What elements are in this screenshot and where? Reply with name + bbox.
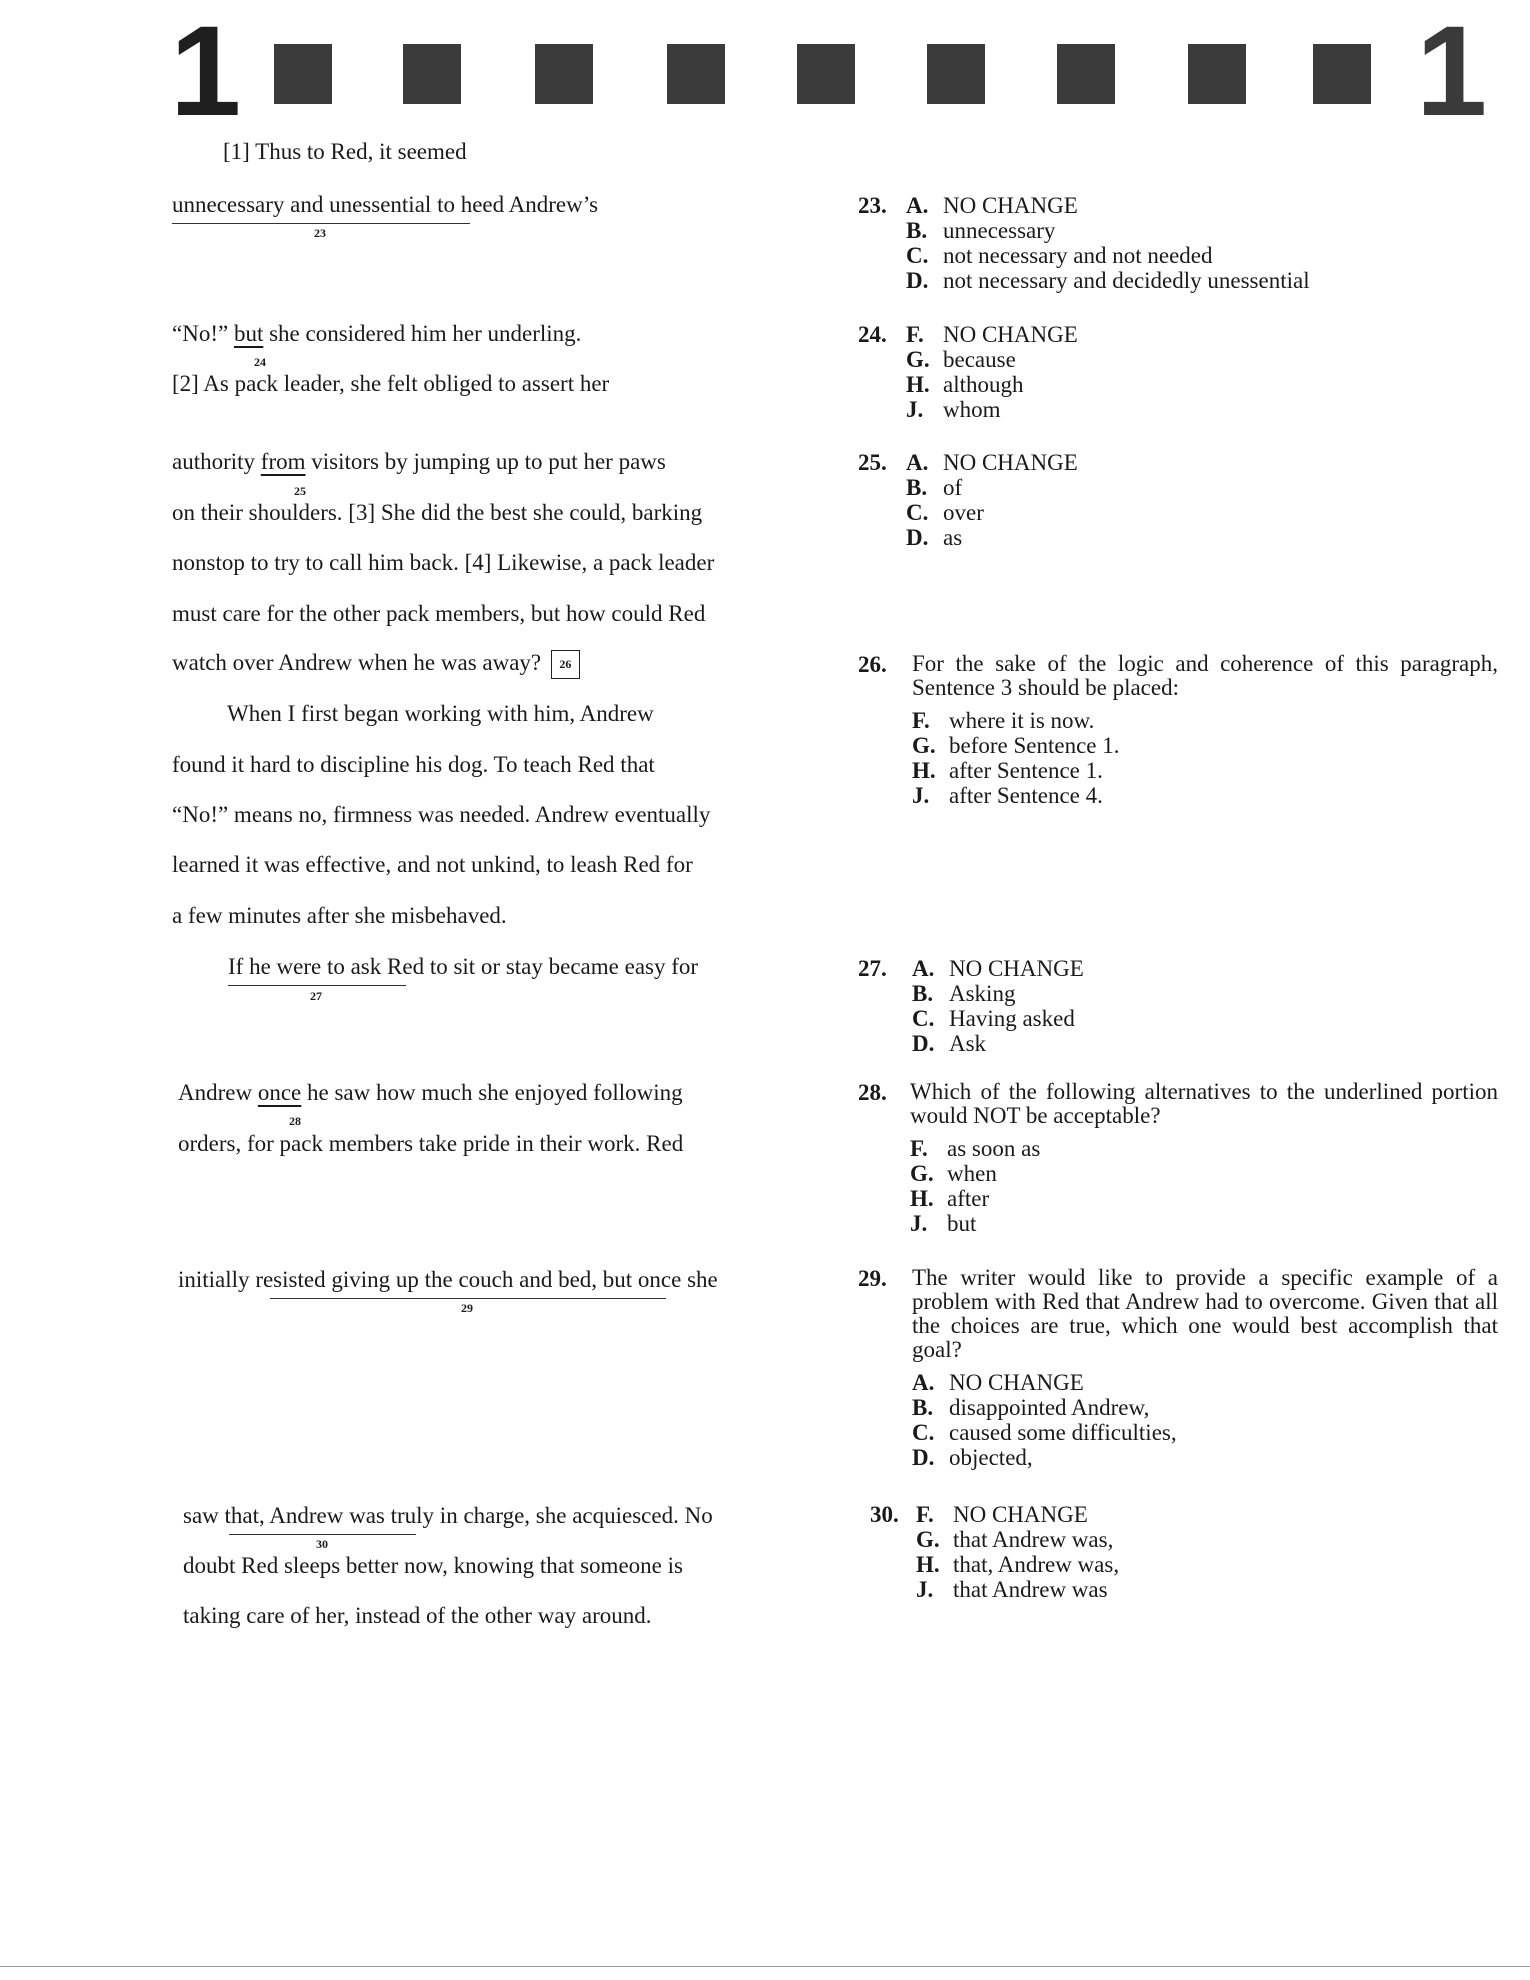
header-bar xyxy=(1057,44,1115,104)
underlined-portion-23: unnecessary and unessential xyxy=(172,192,432,217)
passage-line: found it hard to discipline his dog. To teach Red that xyxy=(172,752,655,777)
answer-option[interactable]: J. whom xyxy=(906,397,1001,422)
passage-text: to heed Andrew’s xyxy=(437,192,599,217)
passage-line: When I first began working with him, Andrew xyxy=(227,701,654,726)
section-number-left: 1 xyxy=(170,0,238,143)
question-number: 29. xyxy=(858,1266,887,1291)
page-bottom-rule xyxy=(0,1966,1530,1967)
question-stem: The writer would like to provide a specific example of a problem with Red that Andrew had to overcome. Given that all the choices are true, which one would best accomplish that goal? xyxy=(912,1265,1498,1362)
answer-option[interactable]: B. of xyxy=(906,475,963,500)
passage-line: taking care of her, instead of the other way around. xyxy=(183,1603,652,1628)
header-bar xyxy=(535,44,593,104)
passage-line: [2] As pack leader, she felt obliged to assert her xyxy=(172,371,610,396)
passage-text: visitors by jumping up to put her paws xyxy=(311,449,666,474)
question-number: 25. xyxy=(858,450,887,475)
question-marker-23: 23 xyxy=(314,226,326,240)
answer-option[interactable]: G. when xyxy=(910,1161,997,1186)
passage-line: doubt Red sleeps better now, knowing that someone is xyxy=(183,1553,683,1578)
question-stem: For the sake of the logic and coherence of this paragraph, Sentence 3 should be placed: xyxy=(912,651,1498,700)
answer-option[interactable]: A. NO CHANGE xyxy=(912,956,1084,981)
question-number: 24. xyxy=(858,322,887,347)
passage-text: she considered him her underling. xyxy=(269,321,582,346)
answer-option[interactable]: H. that, Andrew was, xyxy=(916,1552,1120,1577)
underline-30 xyxy=(229,1534,416,1535)
passage-line xyxy=(178,1079,683,1107)
question-30 xyxy=(858,1502,1498,1602)
passage-text: watch over Andrew when he was away? xyxy=(172,650,542,675)
question-number: 30. xyxy=(870,1502,899,1527)
question-number: 27. xyxy=(858,956,887,981)
answer-option[interactable]: D. objected, xyxy=(912,1445,1033,1470)
question-stem: Which of the following alternatives to the underlined portion would NOT be acceptable? xyxy=(910,1079,1498,1128)
passage-text: initially xyxy=(178,1267,250,1292)
section-header xyxy=(0,0,1530,143)
answer-option[interactable]: F. as soon as xyxy=(910,1136,1041,1161)
underline-23 xyxy=(172,223,470,224)
answer-option[interactable]: A. NO CHANGE xyxy=(906,193,1078,218)
answer-option[interactable]: D. Ask xyxy=(912,1031,987,1056)
question-26 xyxy=(858,652,1498,808)
underlined-portion-27: If he were to ask xyxy=(228,954,382,979)
answer-option[interactable]: F. NO CHANGE xyxy=(906,322,1078,347)
underlined-portion-25: from xyxy=(260,449,306,474)
passage-text: authority xyxy=(172,449,256,474)
header-bar xyxy=(927,44,985,104)
answer-option[interactable]: J. that Andrew was xyxy=(916,1577,1108,1602)
underlined-portion-24: but xyxy=(233,321,264,346)
passage-line: learned it was effective, and not unkind, to leash Red for xyxy=(172,852,693,877)
passage-line xyxy=(178,1266,718,1294)
answer-option[interactable]: H. after xyxy=(910,1186,990,1211)
passage-line: “No!” means no, firmness was needed. Andrew eventually xyxy=(172,802,711,827)
passage-line: a few minutes after she misbehaved. xyxy=(172,903,507,928)
question-number: 28. xyxy=(858,1080,887,1105)
answer-option[interactable]: C. not necessary and not needed xyxy=(906,243,1213,268)
answer-option[interactable]: F. NO CHANGE xyxy=(916,1502,1088,1527)
passage-line xyxy=(172,448,666,476)
question-29 xyxy=(858,1266,1498,1470)
passage-line: orders, for pack members take pride in their work. Red xyxy=(178,1131,684,1156)
header-bar xyxy=(667,44,725,104)
question-24 xyxy=(858,322,1498,422)
answer-option[interactable]: C. caused some difficulties, xyxy=(912,1420,1177,1445)
passage-line xyxy=(172,320,581,348)
passage-text: saw xyxy=(183,1503,219,1528)
answer-option[interactable]: H. after Sentence 1. xyxy=(912,758,1103,783)
underlined-portion-29: resisted giving up the couch and bed, xyxy=(255,1267,598,1292)
passage-text: he saw how much she enjoyed following xyxy=(307,1080,683,1105)
passage-text: but once she xyxy=(602,1267,718,1292)
passage-line xyxy=(183,1502,713,1530)
answer-option[interactable]: B. disappointed Andrew, xyxy=(912,1395,1150,1420)
header-bar xyxy=(1188,44,1246,104)
passage-line: nonstop to try to call him back. [4] Likewise, a pack leader xyxy=(172,550,715,575)
answer-option[interactable]: G. before Sentence 1. xyxy=(912,733,1120,758)
question-marker-30: 30 xyxy=(316,1537,328,1551)
section-number-right: 1 xyxy=(1416,0,1484,143)
question-marker-29: 29 xyxy=(461,1301,473,1315)
answer-option[interactable]: D. not necessary and decidedly unessential xyxy=(906,268,1310,293)
header-bar xyxy=(403,44,461,104)
question-28 xyxy=(858,1080,1498,1236)
answer-option[interactable]: G. that Andrew was, xyxy=(916,1527,1114,1552)
question-marker-27: 27 xyxy=(310,989,322,1003)
question-23 xyxy=(858,193,1498,293)
passage-line xyxy=(172,191,598,219)
header-bar xyxy=(274,44,332,104)
passage-text: truly in charge, she acquiesced. No xyxy=(390,1503,713,1528)
underline-27 xyxy=(228,985,406,986)
answer-option[interactable]: D. as xyxy=(906,525,963,550)
question-marker-24: 24 xyxy=(254,355,266,369)
passage-line xyxy=(172,649,580,679)
answer-option[interactable]: A. NO CHANGE xyxy=(912,1370,1084,1395)
underlined-portion-28: once xyxy=(257,1080,302,1105)
header-bar xyxy=(797,44,855,104)
passage-line: must care for the other pack members, but how could Red xyxy=(172,601,706,626)
passage-text: “No!” xyxy=(172,321,229,346)
question-number: 23. xyxy=(858,193,887,218)
question-27 xyxy=(858,956,1498,1056)
passage-text: Andrew xyxy=(178,1080,253,1105)
header-bar xyxy=(1313,44,1371,104)
answer-option[interactable]: B. unnecessary xyxy=(906,218,1056,243)
answer-option[interactable]: H. although xyxy=(906,372,1024,397)
question-25 xyxy=(858,450,1498,550)
passage-line: on their shoulders. [3] She did the best she could, barking xyxy=(172,500,703,525)
question-marker-28: 28 xyxy=(289,1114,301,1128)
answer-option[interactable]: B. Asking xyxy=(912,981,1016,1006)
passage-line: [1] Thus to Red, it seemed xyxy=(223,139,467,164)
passage-line xyxy=(228,953,698,981)
underline-29 xyxy=(270,1298,666,1299)
question-box-26: 26 xyxy=(551,650,580,679)
answer-option[interactable]: C. Having asked xyxy=(912,1006,1075,1031)
answer-option[interactable]: A. NO CHANGE xyxy=(906,450,1078,475)
question-number: 26. xyxy=(858,652,887,677)
answer-option[interactable]: F. where it is now. xyxy=(912,708,1095,733)
answer-option[interactable]: G. because xyxy=(906,347,1016,372)
underlined-portion-30: that, Andrew was xyxy=(224,1503,385,1528)
question-marker-25: 25 xyxy=(294,484,306,498)
answer-option[interactable]: J. but xyxy=(910,1211,977,1236)
answer-option[interactable]: C. over xyxy=(906,500,984,525)
passage-text: Red to sit or stay became easy for xyxy=(387,954,699,979)
answer-option[interactable]: J. after Sentence 4. xyxy=(912,783,1103,808)
